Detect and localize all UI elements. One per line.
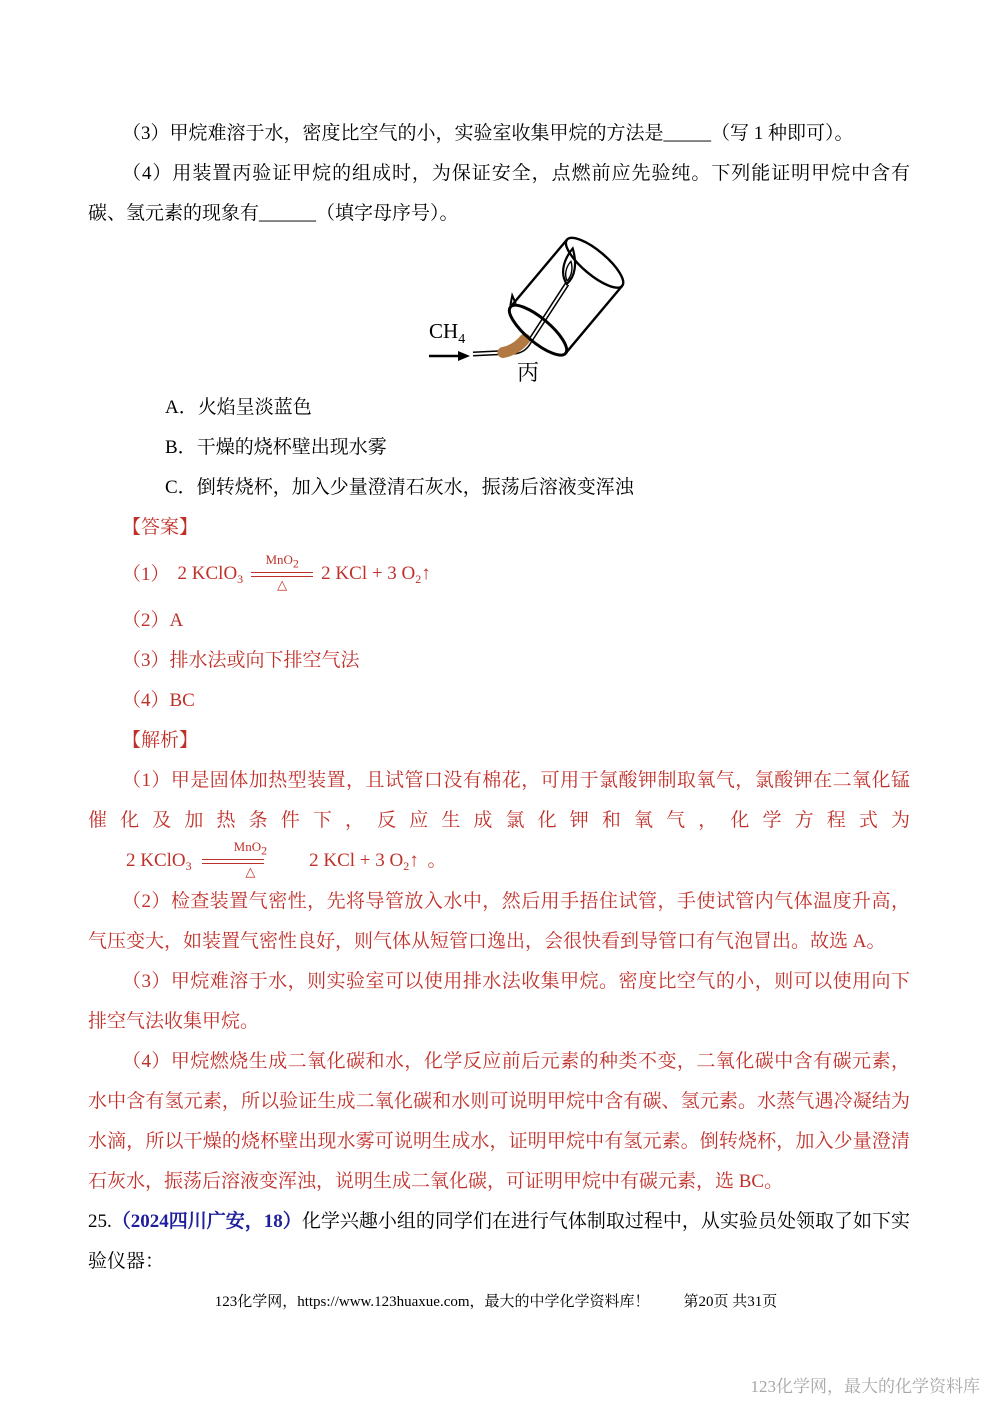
option-b-text: 干燥的烧杯壁出现水雾 bbox=[196, 437, 387, 458]
option-a bbox=[88, 388, 910, 428]
page-content bbox=[88, 114, 910, 1282]
gas-label: $CH_4$ bbox=[429, 319, 466, 347]
option-c-label: C． bbox=[165, 477, 197, 498]
chemical-equation bbox=[178, 548, 431, 601]
option-c bbox=[88, 468, 910, 508]
apparatus-diagram bbox=[88, 236, 910, 386]
analysis-p4: （4）甲烷燃烧生成二氧化碳和水，化学反应前后元素的种类不变，二氧化碳中含有碳元素，水中含有氢元素，所以验证生成二氧化碳和水则可说明甲烷中含有碳、氢元素。水蒸气遇冷凝结为水滴，所以干燥的烧杯壁出现水雾可说明生成水，证明甲烷中有氢元素。倒转烧杯，加入少量澄清石灰水，振荡后溶液变浑浊，说明生成二氧化碳，可证明甲烷中有碳元素，选 BC。 bbox=[88, 1051, 910, 1193]
option-b-label: B． bbox=[165, 437, 197, 458]
flow-arrow-icon bbox=[429, 351, 470, 361]
eq-rhs: 2 KCl + 3 $O_2↑$ bbox=[309, 850, 419, 874]
question-25-source: （2024四川广安，18） bbox=[111, 1211, 302, 1233]
answer-1 bbox=[88, 548, 910, 601]
vessel-label: 丙 bbox=[517, 360, 540, 385]
question-part4: （4）用装置丙验证甲烷的组成时，为保证安全，点燃前应先验纯。下列能证明甲烷中含有碳、氢元素的现象有______（填字母序号）。 bbox=[88, 163, 910, 224]
option-a-label: A． bbox=[165, 397, 198, 418]
analysis-p2: （2）检查装置气密性，先将导管放入水中，然后用手捂住试管，手使试管内气体温度升高，气压变大，如装置气密性良好，则气体从短管口逸出，会很快看到导管口有气泡冒出。故选 A。 bbox=[88, 891, 910, 953]
option-c-text: 倒转烧杯，加入少量澄清石灰水，振荡后溶液变浑浊 bbox=[196, 477, 634, 498]
page-footer bbox=[0, 1290, 992, 1311]
footer-page-number: 第20页 共31页 bbox=[683, 1294, 778, 1310]
eq-lhs: 2 KClO$_3$ bbox=[126, 850, 192, 874]
analysis-p3: （3）甲烷难溶于水，则实验室可以使用排水法收集甲烷。密度比空气的小，则可以使用向下排空气法收集甲烷。 bbox=[88, 971, 910, 1033]
eq-condition: MnO$_2$ △ bbox=[251, 553, 313, 592]
question-25 bbox=[88, 1202, 910, 1282]
option-b bbox=[88, 428, 910, 468]
footer-site-info: 123化学网，https://www.123huaxue.com，最大的中学化学资料库！ bbox=[214, 1294, 650, 1310]
question-part3: （3）甲烷难溶于水，密度比空气的小，实验室收集甲烷的方法是_____（写 1 种即可）。 bbox=[122, 123, 854, 144]
analysis-header: 【解析】 bbox=[122, 730, 199, 751]
eq-rhs: 2 KCl + 3 $O_2↑$ bbox=[321, 563, 431, 586]
option-a-text: 火焰呈淡蓝色 bbox=[197, 397, 312, 418]
answer-4: （4）BC bbox=[122, 690, 195, 711]
watermark: 123化学网，最大的化学资料库 bbox=[750, 1377, 980, 1396]
question-25-number: 25. bbox=[88, 1211, 112, 1233]
chemical-equation-inline bbox=[92, 841, 419, 882]
eq-lhs: 2 KClO$_3$ bbox=[177, 563, 244, 586]
question-25-text: 化学兴趣小组的同学们在进行气体制取过程中，从实验员处领取了如下实验仪器： bbox=[88, 1211, 910, 1273]
answer-1-prefix: （1） bbox=[122, 563, 170, 585]
answer-2: （2）A bbox=[122, 610, 184, 631]
analysis-p1: （1）甲是固体加热型装置，且试管口没有棉花，可用于氯酸钾制取氧气，氯酸钾在二氧化锰催化及加热条件下，反应生成氯化钾和氧气，化学方程式为 2 KClO$_3$ MnO$_2$ △ 2 KCl + 3 $O_2↑$ 。 bbox=[88, 761, 910, 882]
answer-3: （3）排水法或向下排空气法 bbox=[122, 650, 360, 671]
answer-header: 【答案】 bbox=[122, 517, 199, 538]
apparatus-diagram-svg bbox=[415, 236, 655, 386]
eq-condition: MnO$_2$ △ bbox=[200, 840, 267, 879]
